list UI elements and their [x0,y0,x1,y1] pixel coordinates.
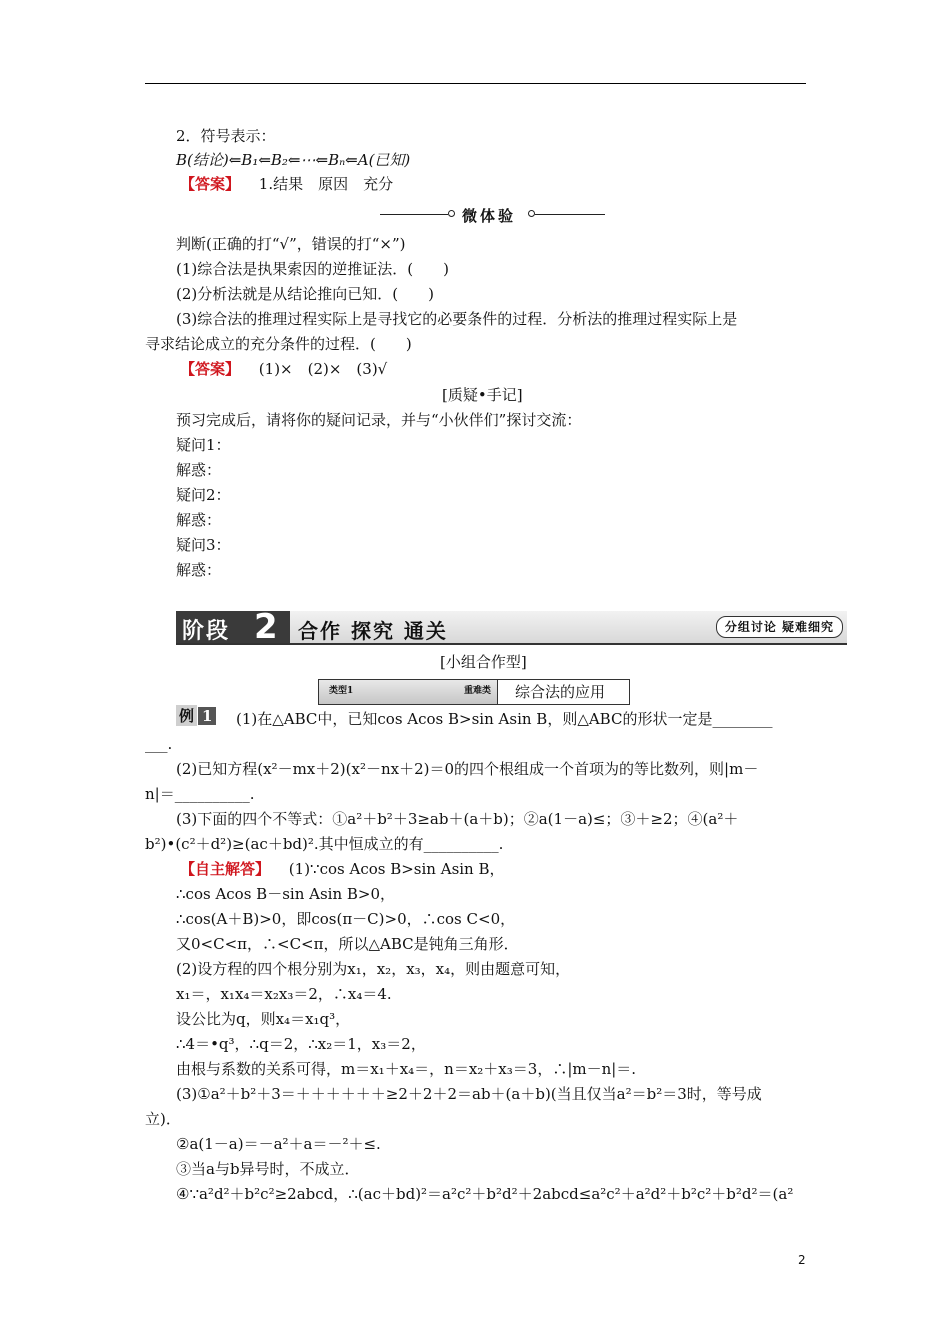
type-title: 综合法的应用 [515,683,606,701]
answer-2-label: 解惑： [176,511,222,529]
answer-line-1 [180,174,393,194]
solution-text: (1)∵cos Acos B>sin Asin B， [288,860,505,878]
type-category: 重难类 [463,686,491,696]
stage-pill: 分组讨论 疑难细究 [716,616,843,638]
answer-text: 1.结果 原因 充分 [258,175,394,193]
divider-right [535,214,605,215]
solution-line-11: 立)． [145,1110,181,1128]
type-label-bar [319,680,498,704]
answer-tag: 【答案】 [180,360,241,378]
judge-q3-line2: 寻求结论成立的充分条件的过程．( ) [145,335,412,353]
solution-line-14: ④∵a²d²＋b²c²≥2abcd，∴(ac＋bd)²＝a²c²＋b²d²＋2abcd≤a²c²＋a²d²＋b²c²＋b²d²＝(a² [176,1185,794,1203]
question-2-label: 疑问2： [176,486,231,504]
stage-badge [176,607,290,647]
divider-left [380,214,448,215]
divider-dot-right [528,210,535,217]
solution-line-6: x₁＝，x₁x₄＝x₂x₃＝2，∴x₄＝4. [176,985,392,1003]
example-p2-line1: (2)已知方程(x²－mx＋2)(x²－nx＋2)＝0的四个根组成一个首项为的等比数列，则|m－ [176,760,759,778]
header-rule [145,83,806,84]
stage-title: 合作 探究 通关 [298,619,448,643]
type-box [318,679,630,705]
example-label: 例 [176,705,197,726]
solution-line-4: 又0<C<π，∴<C<π，所以△ABC是钝角三角形． [176,935,519,953]
solution-tag: 【自主解答】 [180,860,271,878]
solution-line-1 [180,859,505,879]
question-1-label: 疑问1： [176,436,231,454]
solution-line-9: 由根与系数的关系可得，m＝x₁＋x₄＝，n＝x₂＋x₃＝3，∴|m－n|＝. [176,1060,637,1078]
wei-ti-yan-title: 微体验 [462,207,517,225]
example-p3-line1: (3)下面的四个不等式：①a²＋b²＋3≥ab＋(a＋b)；②a(1－a)≤；③＋≥2；④(a²＋ [176,810,739,828]
solution-line-12: ②a(1－a)＝－a²＋a＝－²＋≤. [176,1135,381,1153]
solution-line-13: ③当a与b异号时，不成立． [176,1160,360,1178]
solution-line-8: ∴4＝•q³，∴q＝2，∴x₂＝1，x₃＝2， [176,1035,426,1053]
item2-formula: B(结论)⇐B₁⇐B₂⇐⋯⇐Bₙ⇐A(已知) [176,151,411,169]
notes-intro: 预习完成后，请将你的疑问记录，并与“小伙伴们”探讨交流： [176,411,582,429]
answer-1-label: 解惑： [176,461,222,479]
example-badge [176,705,216,725]
solution-line-3: ∴cos(A＋B)>0，即cos(π－C)>0，∴cos C<0， [176,910,516,928]
notes-heading: [质疑•手记] [442,386,523,404]
stage-number: 2 [254,607,278,647]
answer-text: (1)× (2)× (3)√ [258,360,388,378]
answer-line-2 [180,359,387,379]
solution-line-5: (2)设方程的四个根分别为x₁，x₂，x₃，x₄，则由题意可知， [176,960,571,978]
example-p1-line2: ___. [145,735,173,753]
example-p2-line2: n|＝__________. [145,785,255,803]
judge-q1: (1)综合法是执果索因的逆推证法．( ) [176,260,449,278]
item2-title: 2．符号表示： [176,127,276,145]
solution-line-2: ∴cos Acos B－sin Asin B>0， [176,885,396,903]
example-p3-line2: b²)•(c²＋d²)≥(ac＋bd)².其中恒成立的有__________. [145,835,504,853]
divider-dot-left [448,210,455,217]
answer-3-label: 解惑： [176,561,222,579]
type-label: 类型1 [329,686,354,696]
question-3-label: 疑问3： [176,536,231,554]
solution-line-10: (3)①a²＋b²＋3＝＋＋＋＋＋＋≥2＋2＋2＝ab＋(a＋b)(当且仅当a²＝b²＝3时，等号成 [176,1085,762,1103]
example-number: 1 [198,707,216,725]
group-heading: [小组合作型] [440,653,527,671]
judge-q2: (2)分析法就是从结论推向已知．( ) [176,285,434,303]
solution-line-7: 设公比为q，则x₄＝x₁q³， [176,1010,351,1028]
judge-intro: 判断(正确的打“√”，错误的打“×”) [176,235,406,253]
stage-word: 阶段 [182,618,231,644]
wei-ti-yan-header [380,205,605,225]
judge-q3-line1: (3)综合法的推理过程实际上是寻找它的必要条件的过程．分析法的推理过程实际上是 [176,310,738,328]
page-number: 2 [798,1253,806,1267]
answer-tag: 【答案】 [180,175,241,193]
stage-banner [176,607,847,647]
example-p1-line1: (1)在△ABC中，已知cos Acos B>sin Asin B，则△ABC的形状一定是________ [236,710,773,728]
stage-title-bar [290,611,847,643]
